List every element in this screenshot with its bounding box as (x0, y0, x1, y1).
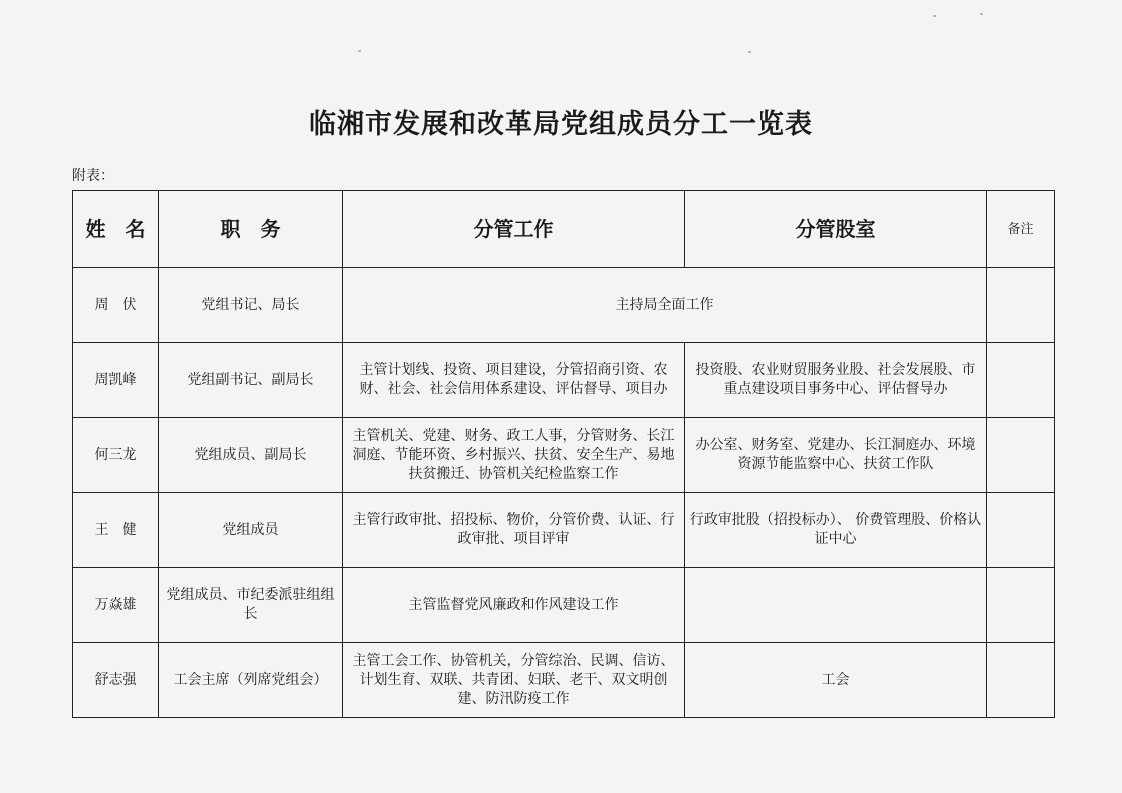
table-row (73, 418, 1055, 493)
scan-speck (748, 51, 751, 53)
cell-office: 工会 (685, 643, 987, 718)
cell-work: 主持局全面工作 (343, 268, 987, 343)
cell-work: 主管工会工作、协管机关，分管综治、民调、信访、计划生育、双联、共青团、妇联、老干、双文明创建、防汛防疫工作 (343, 643, 685, 718)
cell-office: 行政审批股（招投标办）、 价费管理股、价格认证中心 (685, 493, 987, 568)
header-remark: 备注 (987, 191, 1055, 268)
cell-office: 办公室、财务室、党建办、长江洞庭办、环境资源节能监察中心、扶贫工作队 (685, 418, 987, 493)
cell-position: 党组书记、局长 (159, 268, 343, 343)
cell-name: 周 伏 (73, 268, 159, 343)
cell-position: 党组成员 (159, 493, 343, 568)
cell-remark (987, 643, 1055, 718)
attachment-label: 附表： (72, 168, 114, 184)
table-row (73, 343, 1055, 418)
cell-work: 主管机关、党建、财务、政工人事，分管财务、长江洞庭、节能环资、乡村振兴、扶贫、安全生产、易地扶贫搬迁、协管机关纪检监察工作 (343, 418, 685, 493)
scan-speck (358, 50, 361, 52)
cell-name: 何三龙 (73, 418, 159, 493)
cell-remark (987, 493, 1055, 568)
table-row (73, 643, 1055, 718)
cell-work: 主管监督党风廉政和作风建设工作 (343, 568, 685, 643)
scan-speck (980, 13, 983, 15)
cell-remark (987, 268, 1055, 343)
header-name: 姓 名 (73, 191, 159, 268)
cell-work: 主管行政审批、招投标、物价，分管价费、认证、行政审批、项目评审 (343, 493, 685, 568)
cell-remark (987, 418, 1055, 493)
cell-name: 万焱雄 (73, 568, 159, 643)
scan-speck (933, 15, 936, 17)
cell-position: 工会主席（列席党组会） (159, 643, 343, 718)
division-table (72, 190, 1055, 718)
cell-name: 周凯峰 (73, 343, 159, 418)
cell-office (685, 568, 987, 643)
cell-remark (987, 568, 1055, 643)
document-title: 临湘市发展和改革局党组成员分工一览表 (309, 109, 813, 140)
header-work: 分管工作 (343, 191, 685, 268)
cell-work: 主管计划线、投资、项目建设，分管招商引资、农财、社会、社会信用体系建设、评估督导、项目办 (343, 343, 685, 418)
table-row (73, 568, 1055, 643)
cell-office: 投资股、农业财贸服务业股、社会发展股、市重点建设项目事务中心、评估督导办 (685, 343, 987, 418)
cell-remark (987, 343, 1055, 418)
cell-position: 党组成员、市纪委派驻组组长 (159, 568, 343, 643)
cell-position: 党组成员、副局长 (159, 418, 343, 493)
cell-name: 舒志强 (73, 643, 159, 718)
header-row (73, 191, 1055, 268)
table-row (73, 493, 1055, 568)
cell-name: 王 健 (73, 493, 159, 568)
header-position: 职 务 (159, 191, 343, 268)
header-office: 分管股室 (685, 191, 987, 268)
cell-position: 党组副书记、副局长 (159, 343, 343, 418)
table-row (73, 268, 1055, 343)
